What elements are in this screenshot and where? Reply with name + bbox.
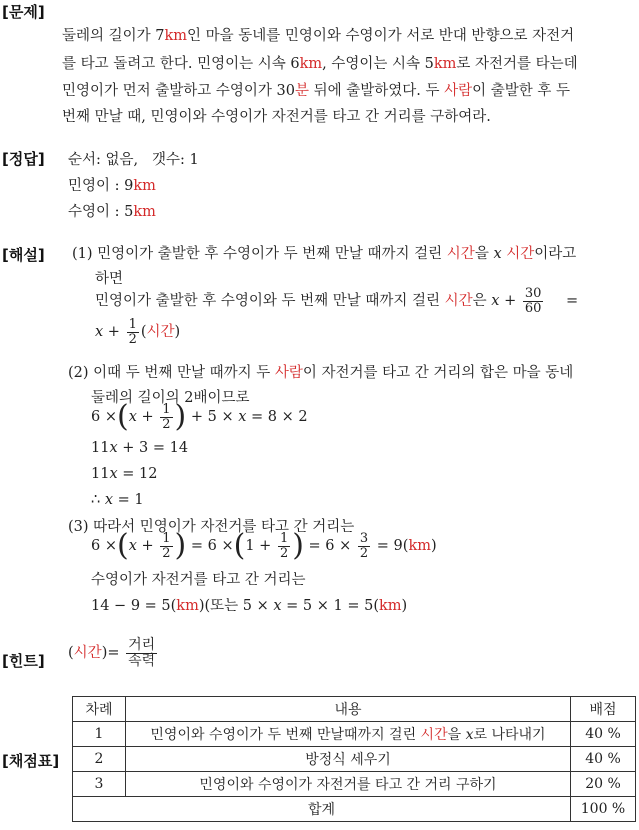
explain-step-2-line-2: 둘레의 길이의 2배이므로 xyxy=(91,390,250,406)
row-content: 방정식 세우기 xyxy=(126,747,571,772)
table-row xyxy=(73,772,636,797)
header-content: 내용 xyxy=(126,697,571,722)
explain-label: [해설] xyxy=(2,246,45,264)
problem-line-1: 둘레의 길이가 7km인 마을 동네를 민영이와 수영이가 서로 반대 반향으로 자전거 xyxy=(62,28,575,44)
row-points: 20 % xyxy=(571,772,636,797)
total-label: 합계 xyxy=(73,797,571,822)
explain-step-1-line-2: 하면 xyxy=(95,271,124,287)
table-total-row xyxy=(73,797,636,822)
table-header-row xyxy=(73,697,636,722)
explain-step-1-line-3: 민영이가 출발한 후 수영이와 두 번째 만날 때까지 걸린 시간은 x + $\frac{30}{60}$ = xyxy=(95,286,579,316)
explain-step-1-line-4: x + $\frac{1}{2}$ (시간) xyxy=(95,317,181,347)
explain-step-1-line-1: (1) 민영이가 출발한 후 수영이가 두 번째 만날 때까지 걸린 시간을 x 시간이라고 xyxy=(72,246,577,262)
explain-step-3-line-2: 수영이가 자전거를 타고 간 거리는 xyxy=(91,572,306,588)
hint-label: [힌트] xyxy=(2,652,45,670)
equation-5: 6 ×(x + $\frac{1}{2}$ ) = 6 ×(1 + $\frac{1}{2}$ ) = 6 × $\frac{3}{2}$ = 9(km) xyxy=(91,528,437,563)
explain-step-3-line-1: (3) 따라서 민영이가 자전거를 타고 간 거리는 xyxy=(68,519,355,535)
row-number: 2 xyxy=(73,747,126,772)
equation-3: 11x = 12 xyxy=(91,466,158,482)
problem-label: [문제] xyxy=(2,3,45,21)
row-content: 민영이와 수영이가 두 번째 만날때까지 걸린 시간을 x로 나타내기 xyxy=(126,722,571,747)
header-points: 배점 xyxy=(571,697,636,722)
row-content: 민영이와 수영이가 자전거를 타고 간 거리 구하기 xyxy=(126,772,571,797)
header-order: 차례 xyxy=(73,697,126,722)
answer-minyoung: 민영이 : 9km xyxy=(68,178,156,194)
answer-order: 순서: 없음, 갯수: 1 xyxy=(68,152,199,168)
fraction-30-60: $\frac{30}{60}$ xyxy=(524,286,542,316)
hint-formula: (시간)= $\frac{\text{거리}}{\text{속력}}$ xyxy=(68,637,156,669)
table-row xyxy=(73,722,636,747)
equation-1: 6 ×(x + $\frac{1}{2}$ ) + 5 × x = 8 × 2 xyxy=(91,399,308,434)
total-points: 100 % xyxy=(571,797,636,822)
row-points: 40 % xyxy=(571,722,636,747)
table-row xyxy=(73,747,636,772)
problem-line-3: 민영이가 먼저 출발하고 수영이가 30분 뒤에 출발하였다. 두 사람이 출발한 후 두 xyxy=(62,83,570,99)
problem-line-4: 번째 만날 때, 민영이와 수영이가 자전거를 타고 간 거리를 구하여라. xyxy=(62,109,491,125)
rubric-label: [채점표] xyxy=(2,752,60,770)
equation-6: 14 − 9 = 5(km)(또는 5 × x = 5 × 1 = 5(km) xyxy=(91,598,408,614)
explain-step-2-line-1: (2) 이때 두 번째 만날 때까지 두 사람이 자전거를 타고 간 거리의 합은 마을 동네 xyxy=(68,365,574,381)
equation-4: ∴ x = 1 xyxy=(91,492,144,508)
equation-2: 11x + 3 = 14 xyxy=(91,440,189,456)
answer-label: [정답] xyxy=(2,150,45,168)
row-points: 40 % xyxy=(571,747,636,772)
row-number: 1 xyxy=(73,722,126,747)
answer-suyoung: 수영이 : 5km xyxy=(68,204,156,220)
rubric-table xyxy=(72,696,636,822)
row-number: 3 xyxy=(73,772,126,797)
fraction-1-2: $\frac{1}{2}$ xyxy=(128,317,137,347)
problem-line-2: 를 타고 돌려고 한다. 민영이는 시속 6km, 수영이는 시속 5km로 자전거를 타는데 xyxy=(62,56,578,72)
